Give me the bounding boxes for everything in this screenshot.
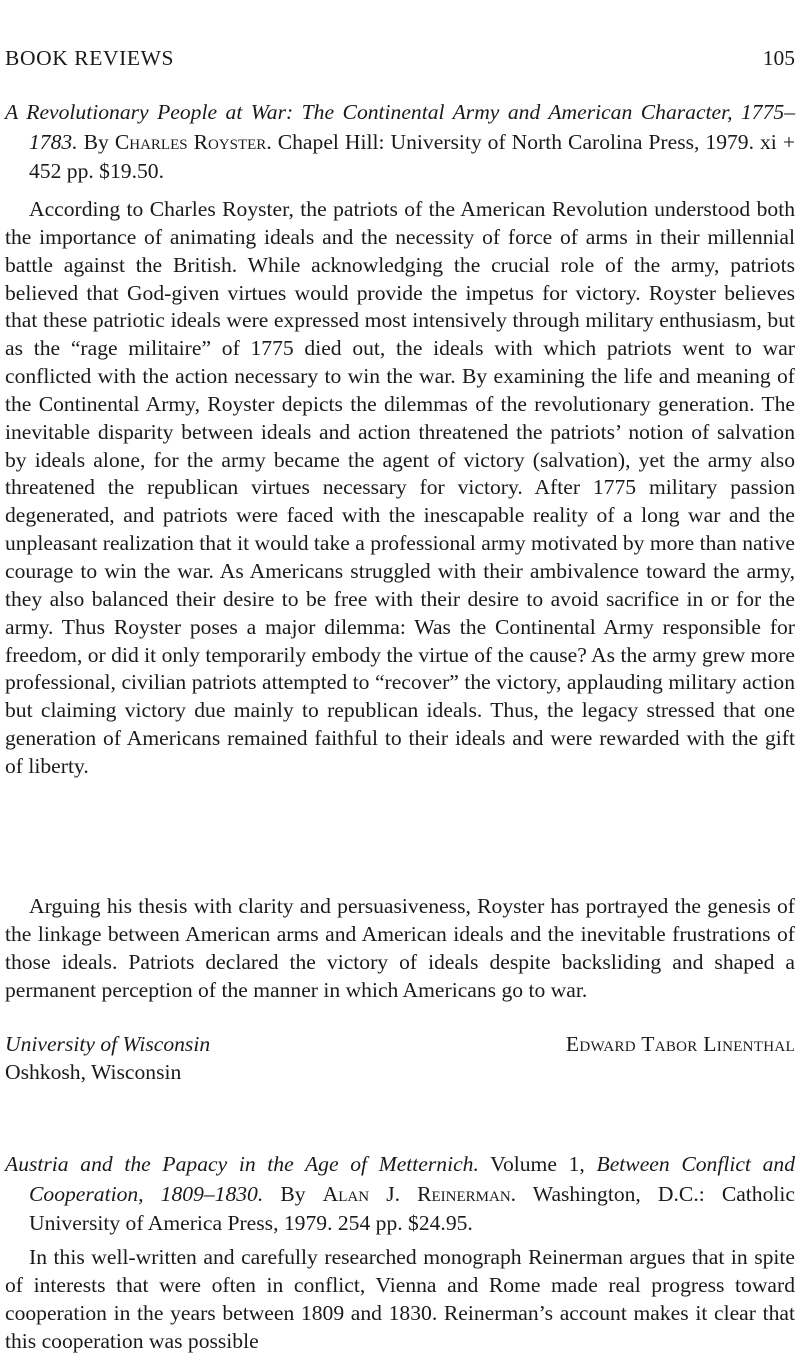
review1-citation: A Revolutionary People at War: The Continental Army and American Character, 1775–1783. By Charles Royster. Chapel Hill: University of North Carolina Press, 1979. xi + 452 pp. $19.50. (5, 100, 795, 183)
review2-by: By (280, 1181, 306, 1206)
review2-citation: Austria and the Papacy in the Age of Metternich. Volume 1, Between Conflict and Cooperation, 1809–1830. By Alan J. Reinerman. Washington, D.C.: Catholic University of America Press, 1979. 254 pp. $24.95. (5, 1152, 795, 1235)
page-number: 105 (762, 46, 795, 70)
reviewer-location: Oshkosh, Wisconsin (5, 1060, 182, 1084)
reviewer-institution: University of Wisconsin (5, 1032, 211, 1056)
running-head (5, 46, 795, 76)
review2-book-title: Austria and the Papacy in the Age of Metternich. (5, 1152, 479, 1176)
review2-publisher: Washington, D.C.: Catholic University of America Press, 1979. 254 pp. $24.95. (29, 1181, 795, 1235)
review2-author: Alan J. Reinerman (322, 1181, 511, 1206)
section-title: BOOK REVIEWS (5, 46, 175, 70)
reviewer-name: Edward Tabor Linenthal (565, 1032, 795, 1056)
review1-signature (5, 1030, 795, 1086)
review2-paragraph-1: In this well-written and carefully researched monograph Reinerman argues that in spite of interests that were often in conflict, Vienna and Rome made real progress toward cooperation in the years between 1809 and 1830. Reinerman’s account makes it clear that this cooperation was possible (5, 1245, 795, 1353)
review1-publisher: Chapel Hill: University of North Carolina Press, 1979. xi + 452 pp. $19.50. (29, 129, 795, 183)
review1-book-title: A Revolutionary People at War: The Continental Army and American Character, 1775–1783. (5, 100, 795, 154)
review2-subtitle: Between Conflict and Cooperation, 1809–1830. (29, 1152, 795, 1206)
review1-author: Charles Royster (114, 129, 267, 154)
review2-volume: Volume 1, (490, 1152, 585, 1176)
review1-paragraph-1: According to Charles Royster, the patriots of the American Revolution understood both the importance of animating ideals and the necessity of force of arms in their millennial battle against the British. While acknowledging the crucial role of the army, patriots believed that God-given virtues would provide the impetus for victory. Royster believes that these patriotic ideals were expressed most intensively through military enthusiasm, but as the “rage militaire” of 1775 died out, the ideals with which patriots went to war conflicted with the action necessary to win the war. By examining the life and meaning of the Continental Army, Royster depicts the dilemmas of the revolutionary generation. The inevitable disparity between ideals and action threatened the patriots’ notion of salvation by ideals alone, for the army became the agent of victory (salvation), yet the army also threatened the republican virtues necessary for victory. After 1775 military passion degenerated, and patriots were faced with the inescapable reality of a long war and the unpleasant realization that it would take a professional army motivated by more than native courage to win the war. As Americans struggled with their ambivalence toward the army, they also balanced their desire to be free with their desire to avoid sacrifice in or for the army. Thus Royster poses a major dilemma: Was the Continental Army responsible for freedom, or did it only temporarily embody the virtue of the cause? As the army grew more professional, civilian patriots attempted to “recover” the victory, applauding military action but claiming victory due mainly to republican ideals. Thus, the legacy stressed that one generation of Americans remained faithful to their ideals and were rewarded with the gift of liberty. (5, 197, 795, 778)
review1-by: By (83, 129, 109, 154)
review1-paragraph-2: Arguing his thesis with clarity and persuasiveness, Royster has portrayed the genesis of the linkage between American arms and American ideals and the inevitable frustrations of those ideals. Patriots declared the victory of ideals despite backsliding and shaped a permanent perception of the manner in which Americans go to war. (5, 894, 795, 1002)
book-review-page (5, 0, 795, 1356)
